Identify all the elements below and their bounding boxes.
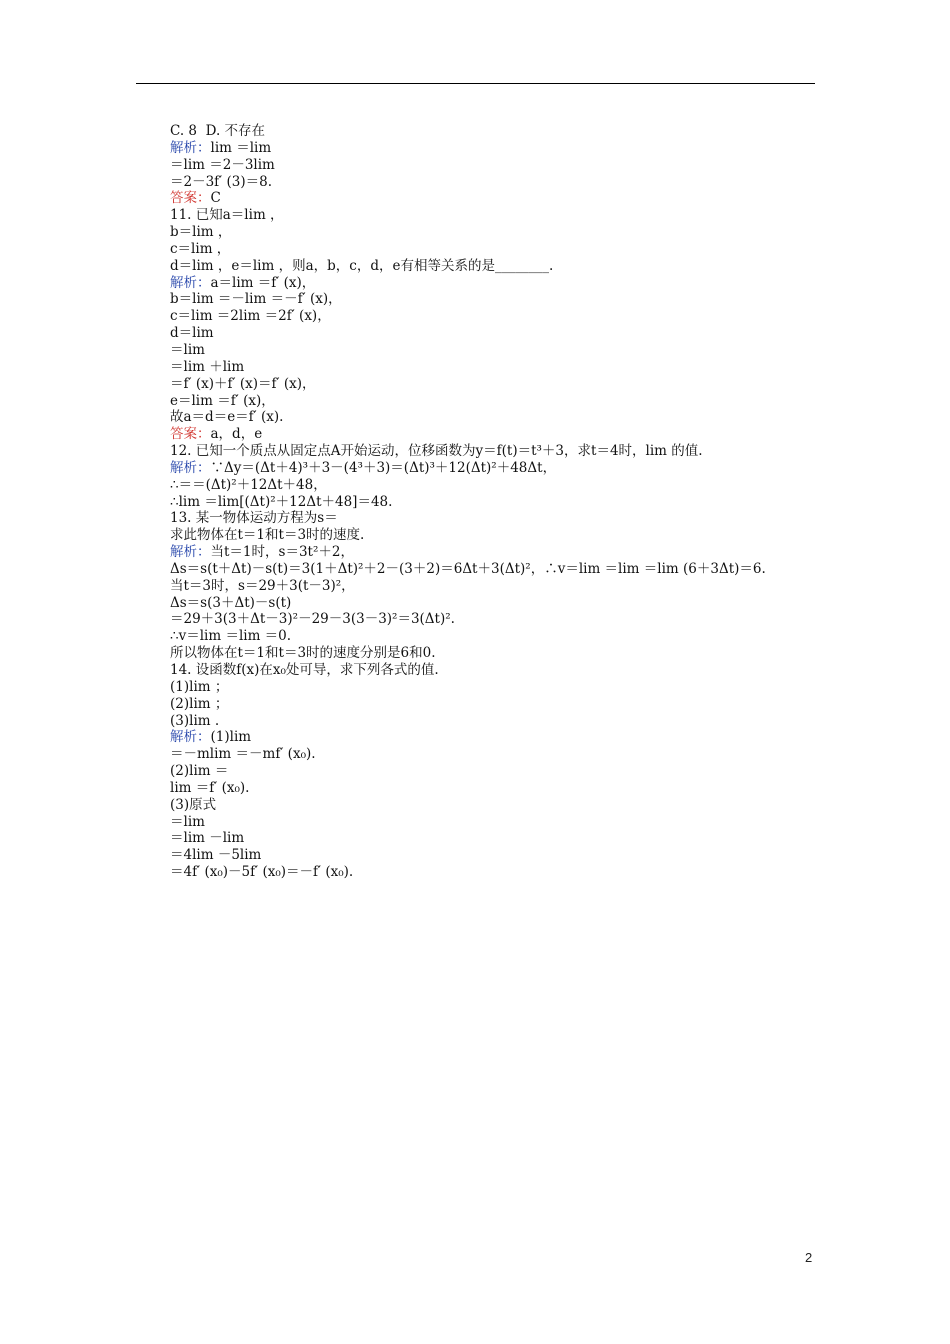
text-line bbox=[136, 376, 815, 393]
text-line bbox=[136, 207, 815, 224]
line-text: 所以物体在t＝1和t＝3时的速度分别是6和0. bbox=[170, 645, 436, 662]
text-line bbox=[136, 662, 815, 679]
line-text: e＝lim ＝f′ (x)， bbox=[170, 392, 275, 409]
line-text: (3)lim . bbox=[170, 712, 220, 729]
page-number: 2 bbox=[805, 1250, 813, 1265]
solution-label: 解析： bbox=[170, 274, 211, 291]
text-line bbox=[136, 359, 815, 376]
text-line bbox=[136, 729, 815, 746]
line-text: ＝4f′ (x₀)－5f′ (x₀)＝－f′ (x₀). bbox=[170, 864, 354, 881]
line-text: ＝f′ (x)＋f′ (x)＝f′ (x)， bbox=[170, 375, 316, 392]
line-text: lim ＝f′ (x₀). bbox=[170, 779, 250, 796]
line-text: ∴＝＝(Δt)²＋12Δt＋48， bbox=[170, 476, 327, 493]
text-line bbox=[136, 157, 815, 174]
text-line bbox=[136, 847, 815, 864]
text-line bbox=[136, 696, 815, 713]
line-text: b＝lim ＝－lim ＝－f′ (x)， bbox=[170, 291, 342, 308]
line-text: ＝4lim －5lim bbox=[170, 847, 262, 864]
line-text: ＝lim bbox=[170, 813, 205, 830]
line-text: ∴v＝lim ＝lim ＝0. bbox=[170, 628, 292, 645]
line-text: 13. 某一物体运动方程为s＝ bbox=[170, 510, 338, 527]
text-line bbox=[136, 780, 815, 797]
text-line bbox=[136, 123, 815, 140]
line-text: ∴lim ＝lim[(Δt)²＋12Δt＋48]＝48. bbox=[170, 493, 393, 510]
line-text: 当t＝3时，s＝29＋3(t－3)²， bbox=[170, 577, 355, 594]
header-rule bbox=[136, 83, 815, 84]
line-text: ＝lim －lim bbox=[170, 830, 245, 847]
line-text: b＝lim ， bbox=[170, 224, 232, 241]
text-line bbox=[136, 393, 815, 410]
solution-label: 解析： bbox=[170, 544, 211, 561]
text-line bbox=[136, 342, 815, 359]
line-text: 当t＝1时，s＝3t²＋2， bbox=[210, 544, 354, 561]
line-text: (1)lim ； bbox=[170, 678, 229, 695]
line-text: 故a＝d＝e＝f′ (x). bbox=[170, 409, 284, 426]
line-text: ＝lim ＝2－3lim bbox=[170, 156, 275, 173]
line-text: (2)lim ； bbox=[170, 695, 229, 712]
text-line bbox=[136, 258, 815, 275]
line-text: 求此物体在t＝1和t＝3时的速度. bbox=[170, 527, 365, 544]
line-text: Δs＝s(3＋Δt)－s(t) bbox=[170, 594, 292, 611]
text-line bbox=[136, 426, 815, 443]
text-line bbox=[136, 460, 815, 477]
text-line bbox=[136, 679, 815, 696]
line-text: 11. 已知a＝lim ， bbox=[170, 207, 284, 224]
text-line bbox=[136, 275, 815, 292]
text-line bbox=[136, 544, 815, 561]
solution-label: 解析： bbox=[170, 139, 211, 156]
line-text: d＝lim ，e＝lim ，则a，b，c，d，e有相等关系的是________. bbox=[170, 257, 554, 274]
text-line bbox=[136, 645, 815, 662]
text-line bbox=[136, 713, 815, 730]
text-line bbox=[136, 814, 815, 831]
line-text: c＝lim ， bbox=[170, 240, 231, 257]
line-text: (2)lim ＝ bbox=[170, 763, 229, 780]
answer-label: 答案： bbox=[170, 190, 211, 207]
text-line bbox=[136, 763, 815, 780]
text-line bbox=[136, 325, 815, 342]
line-text: a＝lim ＝f′ (x)， bbox=[210, 274, 316, 291]
line-text: a，d，e bbox=[210, 426, 263, 443]
text-line bbox=[136, 527, 815, 544]
text-line bbox=[136, 409, 815, 426]
document-body bbox=[136, 123, 815, 881]
text-line bbox=[136, 864, 815, 881]
line-text: c＝lim ＝2lim ＝2f′ (x)， bbox=[170, 308, 331, 325]
line-text: ＝lim bbox=[170, 341, 205, 358]
text-line bbox=[136, 611, 815, 628]
text-line bbox=[136, 241, 815, 258]
text-line bbox=[136, 578, 815, 595]
line-text: C bbox=[210, 190, 221, 207]
line-text: ＝2－3f′ (3)＝8. bbox=[170, 173, 273, 190]
text-line bbox=[136, 797, 815, 814]
line-text: ＝29＋3(3＋Δt－3)²－29－3(3－3)²＝3(Δt)². bbox=[170, 611, 455, 628]
text-line bbox=[136, 510, 815, 527]
text-line bbox=[136, 477, 815, 494]
text-line bbox=[136, 308, 815, 325]
text-line bbox=[136, 628, 815, 645]
line-text: ＝lim ＋lim bbox=[170, 358, 245, 375]
text-line bbox=[136, 291, 815, 308]
line-text: d＝lim bbox=[170, 325, 214, 342]
text-line bbox=[136, 561, 815, 578]
text-line bbox=[136, 140, 815, 157]
line-text: ∵Δy＝(Δt＋4)³＋3－(4³＋3)＝(Δt)³＋12(Δt)²＋48Δt， bbox=[210, 459, 557, 476]
text-line bbox=[136, 443, 815, 460]
line-text: (1)lim bbox=[210, 729, 252, 746]
text-line bbox=[136, 224, 815, 241]
text-line bbox=[136, 830, 815, 847]
solution-label: 解析： bbox=[170, 459, 211, 476]
text-line bbox=[136, 746, 815, 763]
line-text: (3)原式 bbox=[170, 796, 217, 813]
line-text: 14. 设函数f(x)在x₀处可导，求下列各式的值. bbox=[170, 662, 439, 678]
text-line bbox=[136, 595, 815, 612]
line-text: ＝－mlim ＝－mf′ (x₀). bbox=[170, 746, 316, 763]
text-line bbox=[136, 190, 815, 207]
line-text: Δs＝s(t＋Δt)－s(t)＝3(1＋Δt)²＋2－(3＋2)＝6Δt＋3(Δt)²，∴v＝lim ＝lim ＝lim (6＋3Δt)＝6. bbox=[170, 560, 766, 577]
line-text: 12. 已知一个质点从固定点A开始运动，位移函数为y＝f(t)＝t³＋3，求t＝4时，lim 的值. bbox=[170, 443, 703, 460]
answer-label: 答案： bbox=[170, 426, 211, 443]
solution-label: 解析： bbox=[170, 729, 211, 746]
text-line bbox=[136, 174, 815, 191]
text-line bbox=[136, 494, 815, 511]
line-text: C. 8 D. 不存在 bbox=[170, 123, 266, 139]
line-text: lim ＝lim bbox=[210, 139, 272, 156]
